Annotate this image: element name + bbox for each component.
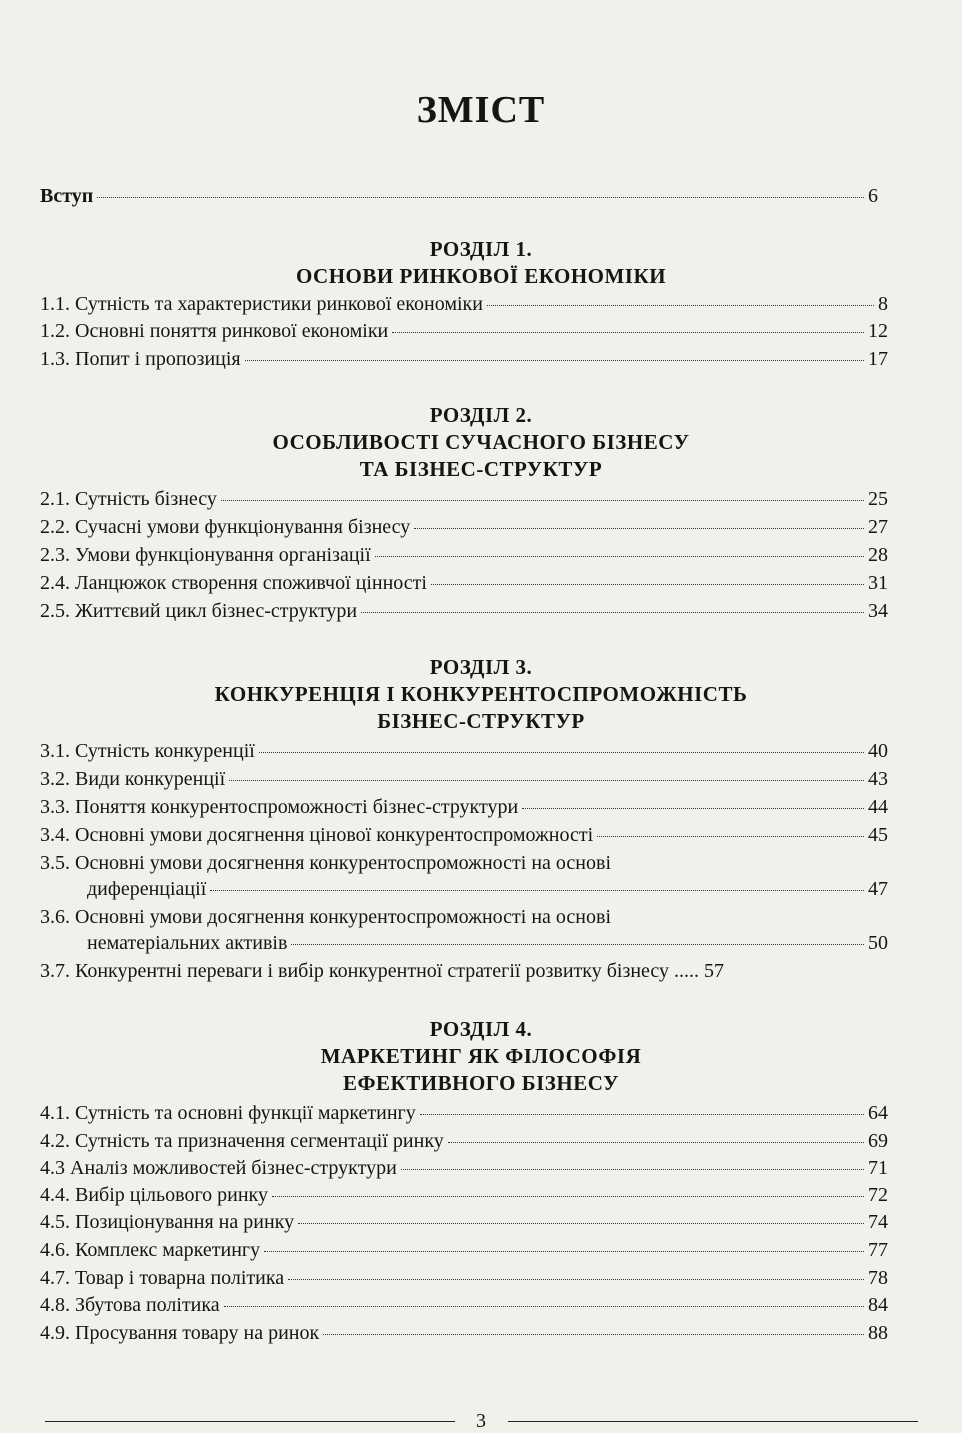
entry-page: 8: [878, 293, 888, 315]
entry-page: 84: [868, 1294, 888, 1316]
entry-title: Сутність та призначення сегментації ринку: [75, 1130, 444, 1152]
entry-title: Сутність бізнесу: [75, 488, 217, 510]
toc-entry-2-4: [40, 570, 888, 596]
entry-number: 4.7.: [40, 1267, 70, 1289]
entry-page: 78: [868, 1267, 888, 1289]
section-1-heading-1: РОЗДІЛ 1.: [429, 237, 533, 261]
dot-leader: [323, 1334, 864, 1335]
toc-entry-4-2: [40, 1128, 888, 1154]
entry-page: 17: [868, 348, 888, 370]
toc-entry-4-9: [40, 1320, 888, 1346]
entry-page: 47: [868, 878, 888, 900]
dot-leader: [259, 752, 864, 753]
entry-number: 4.6.: [40, 1239, 70, 1261]
dot-leader: [431, 584, 864, 585]
section-2-heading-2: ОСОБЛИВОСТІ СУЧАСНОГО БІЗНЕСУ: [272, 430, 690, 454]
entry-page: 40: [868, 740, 888, 762]
toc-entry-3-7: [40, 958, 724, 984]
toc-entry-2-3: [40, 542, 888, 568]
entry-number: 3.6.: [40, 906, 70, 928]
section-3-heading-1: РОЗДІЛ 3.: [429, 655, 533, 679]
entry-title: Життєвий цикл бізнес-структури: [75, 600, 358, 622]
entry-number: 4.1.: [40, 1102, 70, 1124]
dot-leader: [245, 360, 864, 361]
dot-leader: [224, 1306, 864, 1307]
entry-number: 2.5.: [40, 600, 70, 622]
entry-page: 69: [868, 1130, 888, 1152]
entry-number: 3.7.: [40, 960, 70, 982]
dot-leader: [210, 890, 864, 891]
toc-entry-4-6: [40, 1237, 888, 1263]
entry-page: 45: [868, 824, 888, 846]
entry-page: 88: [868, 1322, 888, 1344]
entry-number: 1.3.: [40, 348, 70, 370]
dot-leader: [221, 500, 864, 501]
entry-number: 2.2.: [40, 516, 70, 538]
entry-number: 4.3: [40, 1157, 65, 1179]
entry-number: 4.2.: [40, 1130, 70, 1152]
section-3-heading-2: КОНКУРЕНЦІЯ І КОНКУРЕНТОСПРОМОЖНІСТЬ: [214, 682, 748, 706]
dot-leader: [264, 1251, 864, 1252]
entry-number: 4.8.: [40, 1294, 70, 1316]
footer-rule-right: [508, 1421, 918, 1422]
entry-title: Основні умови досягнення конкурентоспроможності на основі: [75, 906, 612, 928]
dot-leader: [392, 332, 864, 333]
dot-leader: [288, 1279, 864, 1280]
dot-leader: [298, 1223, 864, 1224]
entry-page: 12: [868, 320, 888, 342]
section-2-heading-3: ТА БІЗНЕС-СТРУКТУР: [359, 457, 603, 481]
toc-entry-3-1: [40, 738, 888, 764]
entry-page: 31: [868, 572, 888, 594]
toc-entry-3-5-line1: [40, 850, 611, 876]
dot-leader: [97, 197, 864, 198]
entry-title: Конкурентні переваги і вибір конкурентної стратегії розвитку бізнесу .....: [75, 960, 700, 982]
toc-entry-3-6-line2: [87, 930, 888, 956]
section-4-heading-1: РОЗДІЛ 4.: [429, 1017, 533, 1041]
toc-entry-3-4: [40, 822, 888, 848]
toc-entry-3-6-line1: [40, 904, 611, 930]
entry-number: 1.1.: [40, 293, 70, 315]
toc-entry-3-5-line2: [87, 876, 888, 902]
toc-entry-2-1: [40, 486, 888, 512]
entry-title: Сутність та характеристики ринкової економіки: [75, 293, 483, 315]
toc-intro: [40, 183, 878, 209]
entry-page: 72: [868, 1184, 888, 1206]
entry-title: Поняття конкурентоспроможності бізнес-структури: [75, 796, 519, 818]
entry-number: 2.4.: [40, 572, 70, 594]
toc-entry-1-1: [40, 291, 888, 317]
intro-label: Вступ: [40, 185, 94, 207]
entry-page: 28: [868, 544, 888, 566]
entry-title: Вибір цільового ринку: [75, 1184, 268, 1206]
dot-leader: [414, 528, 864, 529]
entry-title: Позиціонування на ринку: [75, 1211, 295, 1233]
entry-page: 27: [868, 516, 888, 538]
section-2-heading-1: РОЗДІЛ 2.: [429, 403, 533, 427]
intro-page: 6: [868, 185, 878, 207]
entry-page: 25: [868, 488, 888, 510]
dot-leader: [448, 1142, 864, 1143]
entry-page: 50: [868, 932, 888, 954]
entry-number: 3.3.: [40, 796, 70, 818]
dot-leader: [420, 1114, 864, 1115]
dot-leader: [522, 808, 864, 809]
dot-leader: [487, 305, 874, 306]
toc-entry-4-4: [40, 1182, 888, 1208]
entry-title: Ланцюжок створення споживчої цінності: [75, 572, 427, 594]
entry-number: 3.5.: [40, 852, 70, 874]
toc-entry-4-7: [40, 1265, 888, 1291]
dot-leader: [361, 612, 864, 613]
entry-title: Аналіз можливостей бізнес-структури: [70, 1157, 397, 1179]
dot-leader: [597, 836, 864, 837]
toc-entry-4-1: [40, 1100, 888, 1126]
entry-number: 3.1.: [40, 740, 70, 762]
entry-title: Сутність та основні функції маркетингу: [75, 1102, 416, 1124]
entry-title: Основні поняття ринкової економіки: [75, 320, 389, 342]
entry-page: 43: [868, 768, 888, 790]
entry-title: Комплекс маркетингу: [75, 1239, 261, 1261]
page-number: 3: [476, 1410, 486, 1432]
section-1-heading-2: ОСНОВИ РИНКОВОЇ ЕКОНОМІКИ: [295, 264, 667, 288]
section-4-heading-3: ЕФЕКТИВНОГО БІЗНЕСУ: [343, 1071, 619, 1095]
section-4-heading-2: МАРКЕТИНГ ЯК ФІЛОСОФІЯ: [320, 1044, 642, 1068]
entry-page: 71: [868, 1157, 888, 1179]
entry-number: 4.4.: [40, 1184, 70, 1206]
entry-title: Збутова політика: [75, 1294, 220, 1316]
entry-page: 44: [868, 796, 888, 818]
entry-title: Види конкуренції: [75, 768, 226, 790]
dot-leader: [291, 944, 864, 945]
entry-title: Попит і пропозиція: [75, 348, 241, 370]
dot-leader: [375, 556, 864, 557]
entry-title: Основні умови досягнення конкурентоспроможності на основі: [75, 852, 612, 874]
entry-title: Сучасні умови функціонування бізнесу: [75, 516, 411, 538]
page-title: ЗМІСТ: [416, 89, 546, 131]
entry-page: 34: [868, 600, 888, 622]
toc-entry-1-3: [40, 346, 888, 372]
entry-number: 4.5.: [40, 1211, 70, 1233]
entry-title: Умови функціонування організації: [75, 544, 371, 566]
toc-entry-1-2: [40, 318, 888, 344]
toc-entry-2-2: [40, 514, 888, 540]
entry-number: 3.2.: [40, 768, 70, 790]
dot-leader: [272, 1196, 864, 1197]
entry-number: 4.9.: [40, 1322, 70, 1344]
entry-page: 64: [868, 1102, 888, 1124]
entry-title: Товар і товарна політика: [75, 1267, 285, 1289]
entry-title: Просування товару на ринок: [75, 1322, 320, 1344]
entry-title-cont: диференціації: [87, 878, 207, 900]
entry-number: 2.1.: [40, 488, 70, 510]
toc-entry-2-5: [40, 598, 888, 624]
toc-entry-4-5: [40, 1209, 888, 1235]
toc-entry-4-3: [40, 1155, 888, 1181]
dot-leader: [229, 780, 864, 781]
entry-page: 74: [868, 1211, 888, 1233]
toc-entry-3-3: [40, 794, 888, 820]
entry-title: Сутність конкуренції: [75, 740, 255, 762]
entry-page: 57: [704, 960, 725, 982]
entry-title-cont: нематеріальних активів: [87, 932, 288, 954]
toc-entry-4-8: [40, 1292, 888, 1318]
entry-number: 3.4.: [40, 824, 70, 846]
dot-leader: [401, 1169, 864, 1170]
toc-entry-3-2: [40, 766, 888, 792]
entry-page: 77: [868, 1239, 888, 1261]
entry-number: 2.3.: [40, 544, 70, 566]
entry-title: Основні умови досягнення цінової конкурентоспроможності: [75, 824, 594, 846]
entry-number: 1.2.: [40, 320, 70, 342]
section-3-heading-3: БІЗНЕС-СТРУКТУР: [377, 709, 585, 733]
